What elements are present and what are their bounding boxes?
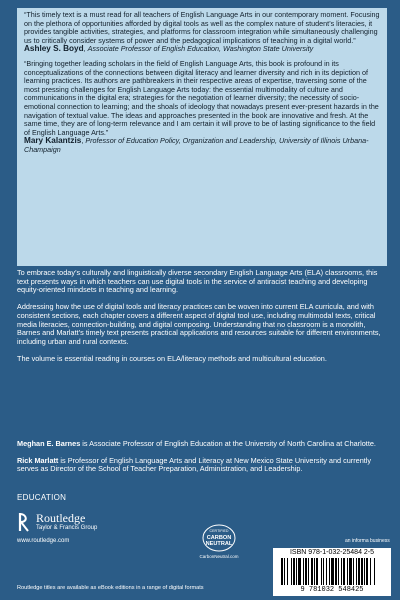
praise-quote: “This timely text is a must read for all teachers of English Language Arts in our contemporary moment. Focusing on the plethora of opportunities afforded by digital tools as well as the complex nature of student’s literacies, it provides tangible activities, strategies, and platforms for classroom integration while simultaneously challenging us to critically consider systems of power and the pedagogical implications of teaching in a digital world.” bbox=[24, 10, 380, 45]
description-paragraph: To embrace today’s culturally and linguistically diverse secondary English Language Arts (ELA) classrooms, this text presents ways in which teachers can use digital tools in the service of antiracist teaching and developing equity-oriented mindsets in teaching and learning. bbox=[17, 268, 378, 295]
author-bio bbox=[17, 440, 387, 449]
isbn-text: ISBN 978-1-032-25484 2-5 bbox=[289, 549, 375, 556]
barcode-icon bbox=[281, 558, 383, 585]
author-bios bbox=[17, 440, 387, 482]
author-bio bbox=[17, 457, 387, 474]
praise-author-name: Ashley S. Boyd bbox=[24, 44, 84, 54]
barcode-block bbox=[273, 548, 391, 596]
informa-label: an informa business bbox=[345, 538, 390, 544]
praise-author-role: Professor of Education Policy, Organization and Leadership, University of Illinois Urbana-Champaign bbox=[24, 136, 369, 154]
publisher-name: Routledge bbox=[36, 511, 86, 525]
praise-attribution: Mary Kalantzis, Professor of Education Policy, Organization and Leadership, University of Illinois Urbana-Champaign bbox=[24, 136, 369, 154]
routledge-logo-icon bbox=[17, 511, 31, 533]
ebook-footnote: Routledge titles are available as eBook editions in a range of digital formats bbox=[17, 585, 204, 591]
praise-quote: “Bringing together leading scholars in the field of English Language Arts, this book is profound in its conceptualizations of the connections between digital literacy and learner diversity and rich in its depiction of learning practices. Its authors are pathbreakers in their respective areas of expertise, traversing some of the most pressing challenges for English Language Arts today: the essential multimodality of culture and communications in the digital era; strategies for the negotiation of learner diversity; the necessity of socio-emotional connection to learning; and the shoals of ideology that nowadays present ever-present hazards in the navigation of textual value. The ideas and approaches presented in the book are innovative and fresh. At the same time, they are of long-term relevance and I am certain it will prove to be of lasting significance to the field of English Language Arts.” bbox=[24, 58, 379, 137]
author-name: Rick Marlatt bbox=[17, 455, 59, 465]
praise-author-role: Associate Professor of English Education, Washington State University bbox=[87, 44, 314, 54]
carbon-neutral-badge bbox=[196, 523, 242, 559]
carbon-bottom-text: NEUTRAL bbox=[205, 541, 233, 547]
book-description bbox=[17, 269, 387, 371]
publisher-group: Taylor & Francis Group bbox=[36, 525, 98, 531]
carbon-url: CarbonNeutral.com bbox=[199, 554, 239, 559]
author-name: Meghan E. Barnes bbox=[17, 439, 81, 448]
author-bio-text: is Professor of English Language Arts and Literacy at New Mexico State University and currently serves as Director of the School of Teacher Preparation, Administration, and Leadership. bbox=[17, 455, 372, 474]
description-paragraph: Addressing how the use of digital tools and literacy practices can be woven into current ELA curricula, and with consistent sections, each chapter covers a different aspect of digital tool use, including multimodal texts, critical media literacies, connection-building, and digital composing. Understanding that no classroom is a monolith, Barnes and Marlatt’s timely text presents practical applications and resources suitable for different environments, including urban and rural contexts. bbox=[17, 302, 381, 346]
praise-attribution: Ashley S. Boyd, Associate Professor of English Education, Washington State University bbox=[24, 44, 314, 54]
publisher-block bbox=[17, 511, 167, 544]
description-paragraph: The volume is essential reading in courses on ELA/literacy methods and multicultural education. bbox=[17, 353, 327, 363]
carbon-neutral-icon bbox=[201, 523, 237, 553]
barcode-number: 9 781032 548425 bbox=[300, 586, 364, 594]
praise-box bbox=[17, 8, 387, 266]
carbon-middle-text: CARBON bbox=[206, 535, 232, 541]
publisher-url: www.routledge.com bbox=[17, 538, 70, 544]
carbon-top-text: CERTIFIED bbox=[209, 529, 229, 533]
subject-category: EDUCATION bbox=[17, 493, 67, 502]
praise-author-name: Mary Kalantzis bbox=[24, 136, 82, 146]
author-bio-text: is Associate Professor of English Education at the University of North Carolina at Charlotte. bbox=[80, 439, 376, 448]
